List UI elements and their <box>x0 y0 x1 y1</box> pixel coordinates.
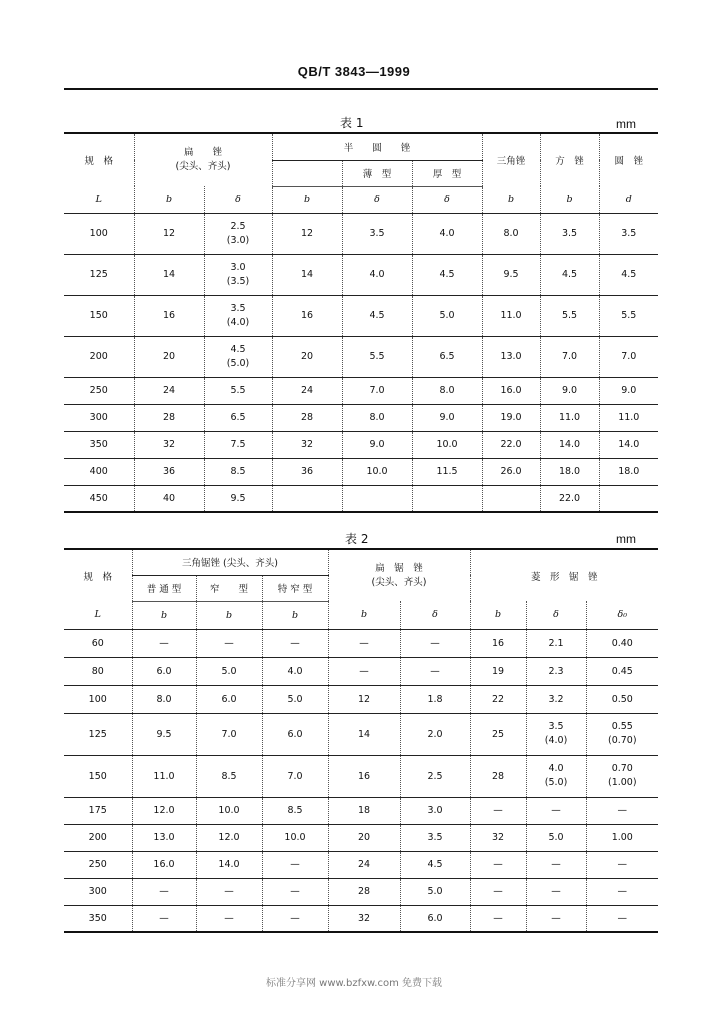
cell-flat-b: 32 <box>134 431 204 458</box>
cell-diamond-delta0: — <box>586 797 658 824</box>
cell-flat-b: 12 <box>134 213 204 254</box>
t1-header-blank <box>272 160 342 186</box>
cell-narrow-b: 14.0 <box>196 851 262 878</box>
cell-half-b: 36 <box>272 458 342 485</box>
cell-diamond-b: — <box>470 905 526 932</box>
t1-symbol: b <box>482 186 540 213</box>
cell-diamond-delta0 <box>586 713 658 755</box>
cell-thick-delta: 11.5 <box>412 458 482 485</box>
cell-diamond-delta-value: 4.0 <box>548 763 564 774</box>
cell-flat-delta: 5.5 <box>204 377 272 404</box>
t2-symbol: δ₀ <box>586 601 658 629</box>
cell-square-b: 5.5 <box>540 295 599 336</box>
cell-triangle-b: 9.5 <box>482 254 540 295</box>
cell-spec: 80 <box>64 657 132 685</box>
cell-diamond-b: — <box>470 851 526 878</box>
cell-normal-b: 6.0 <box>132 657 196 685</box>
cell-flat-delta-alt: (3.5) <box>226 275 250 287</box>
cell-spec: 250 <box>64 851 132 878</box>
cell-diamond-delta0: — <box>586 905 658 932</box>
cell-diamond-delta0: 0.50 <box>586 685 658 713</box>
cell-thick-delta: 5.0 <box>412 295 482 336</box>
cell-diamond-delta-alt: (4.0) <box>544 735 568 746</box>
cell-spec: 250 <box>64 377 134 404</box>
cell-flat-b: 24 <box>134 377 204 404</box>
cell-triangle-b: 16.0 <box>482 377 540 404</box>
cell-extra-narrow-b: 7.0 <box>262 755 328 797</box>
cell-thin-delta: 4.0 <box>342 254 412 295</box>
table-row <box>64 254 658 295</box>
table-row <box>64 485 658 512</box>
cell-diamond-delta <box>526 713 586 755</box>
cell-diamond-delta0: — <box>586 851 658 878</box>
cell-narrow-b: — <box>196 878 262 905</box>
t1-flat-file-sub: (尖头、齐头) <box>175 161 231 172</box>
cell-diamond-delta0: 1.00 <box>586 824 658 851</box>
cell-thick-delta: 8.0 <box>412 377 482 404</box>
t1-header-square: 方 锉 <box>540 133 599 186</box>
cell-flat-delta-alt: (3.0) <box>226 234 250 246</box>
table1-unit: mm <box>616 117 636 131</box>
cell-diamond-b: 22 <box>470 685 526 713</box>
cell-flat-saw-b: 20 <box>328 824 400 851</box>
cell-diamond-b: 19 <box>470 657 526 685</box>
table-row <box>64 797 658 824</box>
cell-round-d <box>599 485 658 512</box>
t2-symbol: δ <box>526 601 586 629</box>
cell-extra-narrow-b: — <box>262 905 328 932</box>
cell-thin-delta: 10.0 <box>342 458 412 485</box>
cell-flat-saw-delta: 1.8 <box>400 685 470 713</box>
t2-symbol: b <box>132 601 196 629</box>
cell-flat-saw-b: — <box>328 629 400 657</box>
t1-header-round: 圆 锉 <box>599 133 658 186</box>
table-row <box>64 657 658 685</box>
cell-normal-b: 13.0 <box>132 824 196 851</box>
table2-unit: mm <box>616 532 636 546</box>
cell-flat-delta <box>204 213 272 254</box>
cell-flat-delta-value: 3.5 <box>230 302 246 314</box>
cell-flat-saw-b: 14 <box>328 713 400 755</box>
cell-flat-saw-delta: 4.5 <box>400 851 470 878</box>
cell-flat-delta-alt: (4.0) <box>226 316 250 328</box>
cell-diamond-delta0-alt: (1.00) <box>607 777 637 788</box>
table-row <box>64 295 658 336</box>
t2-header-normal: 普 通 型 <box>132 575 196 601</box>
t1-symbol: δ <box>204 186 272 213</box>
cell-triangle-b <box>482 485 540 512</box>
cell-spec: 175 <box>64 797 132 824</box>
cell-spec: 125 <box>64 713 132 755</box>
cell-triangle-b: 13.0 <box>482 336 540 377</box>
t2-symbol: L <box>64 601 132 629</box>
cell-round-d: 4.5 <box>599 254 658 295</box>
t2-flat-saw-label: 扁 锯 锉 <box>375 562 423 574</box>
t1-symbol: δ <box>412 186 482 213</box>
cell-flat-delta-value: 3.0 <box>230 261 246 273</box>
cell-round-d: 14.0 <box>599 431 658 458</box>
cell-square-b: 11.0 <box>540 404 599 431</box>
cell-diamond-b: 16 <box>470 629 526 657</box>
table-row <box>64 404 658 431</box>
cell-flat-saw-b: — <box>328 657 400 685</box>
cell-diamond-b: 28 <box>470 755 526 797</box>
header-rule <box>64 88 658 90</box>
table1-caption: 表 1 <box>340 116 364 130</box>
cell-narrow-b: 5.0 <box>196 657 262 685</box>
cell-half-b: 14 <box>272 254 342 295</box>
cell-flat-delta-alt: (5.0) <box>226 357 250 369</box>
cell-diamond-delta-alt: (5.0) <box>544 777 568 788</box>
t2-symbol: b <box>196 601 262 629</box>
table2-caption: 表 2 <box>345 532 369 546</box>
cell-diamond-delta: — <box>526 797 586 824</box>
cell-normal-b: 8.0 <box>132 685 196 713</box>
t1-symbol: b <box>134 186 204 213</box>
t1-symbol: b <box>272 186 342 213</box>
cell-diamond-delta: 2.3 <box>526 657 586 685</box>
cell-diamond-delta: — <box>526 851 586 878</box>
cell-flat-b: 36 <box>134 458 204 485</box>
cell-half-b: 24 <box>272 377 342 404</box>
cell-flat-saw-delta: — <box>400 657 470 685</box>
standard-number: QB/T 3843—1999 <box>297 64 411 79</box>
cell-diamond-delta0: — <box>586 878 658 905</box>
cell-flat-delta-value: 4.5 <box>230 343 246 355</box>
t1-symbol: L <box>64 186 134 213</box>
table-row <box>64 377 658 404</box>
cell-half-b: 20 <box>272 336 342 377</box>
cell-round-d: 9.0 <box>599 377 658 404</box>
cell-spec: 150 <box>64 295 134 336</box>
table2 <box>64 548 658 933</box>
cell-thick-delta: 10.0 <box>412 431 482 458</box>
cell-diamond-delta0: 0.45 <box>586 657 658 685</box>
cell-half-b <box>272 485 342 512</box>
cell-normal-b: — <box>132 629 196 657</box>
t1-symbol: d <box>599 186 658 213</box>
cell-half-b: 28 <box>272 404 342 431</box>
cell-spec: 350 <box>64 431 134 458</box>
footer-watermark: 标准分享网 www.bzfxw.com 免费下载 <box>266 978 442 989</box>
t2-symbol: δ <box>400 601 470 629</box>
cell-round-d: 11.0 <box>599 404 658 431</box>
cell-half-b: 32 <box>272 431 342 458</box>
cell-extra-narrow-b: 8.5 <box>262 797 328 824</box>
cell-thin-delta: 3.5 <box>342 213 412 254</box>
cell-flat-saw-delta: 3.0 <box>400 797 470 824</box>
table-row <box>64 755 658 797</box>
cell-flat-saw-delta: 5.0 <box>400 878 470 905</box>
cell-diamond-delta: 2.1 <box>526 629 586 657</box>
cell-diamond-delta0-alt: (0.70) <box>607 735 637 746</box>
cell-flat-saw-delta: 6.0 <box>400 905 470 932</box>
cell-flat-delta <box>204 254 272 295</box>
cell-square-b: 9.0 <box>540 377 599 404</box>
cell-diamond-delta <box>526 755 586 797</box>
cell-square-b: 4.5 <box>540 254 599 295</box>
cell-flat-delta: 7.5 <box>204 431 272 458</box>
cell-normal-b: 11.0 <box>132 755 196 797</box>
cell-diamond-delta: — <box>526 905 586 932</box>
cell-flat-b: 28 <box>134 404 204 431</box>
cell-thick-delta: 4.0 <box>412 213 482 254</box>
cell-diamond-b: — <box>470 878 526 905</box>
cell-flat-saw-b: 28 <box>328 878 400 905</box>
cell-triangle-b: 19.0 <box>482 404 540 431</box>
cell-square-b: 7.0 <box>540 336 599 377</box>
cell-diamond-delta: — <box>526 878 586 905</box>
t2-header-flat-saw <box>328 549 470 601</box>
cell-flat-b: 14 <box>134 254 204 295</box>
cell-extra-narrow-b: 4.0 <box>262 657 328 685</box>
cell-flat-delta: 9.5 <box>204 485 272 512</box>
cell-narrow-b: — <box>196 905 262 932</box>
table-row <box>64 824 658 851</box>
cell-spec: 400 <box>64 458 134 485</box>
t1-flat-file-label: 扁 锉 <box>184 147 223 158</box>
cell-square-b: 14.0 <box>540 431 599 458</box>
cell-thin-delta: 9.0 <box>342 431 412 458</box>
t1-header-thin: 薄 型 <box>342 160 412 186</box>
cell-flat-delta-value: 2.5 <box>230 220 246 232</box>
table-row <box>64 431 658 458</box>
cell-diamond-delta-value: 3.5 <box>548 721 564 732</box>
cell-spec: 300 <box>64 878 132 905</box>
t1-header-spec: 规 格 <box>64 133 134 186</box>
cell-flat-saw-delta: 2.5 <box>400 755 470 797</box>
cell-diamond-delta: 5.0 <box>526 824 586 851</box>
t2-header-extra-narrow: 特 窄 型 <box>262 575 328 601</box>
t2-header-narrow: 窄 型 <box>196 575 262 601</box>
t2-symbol: b <box>470 601 526 629</box>
cell-thin-delta: 4.5 <box>342 295 412 336</box>
cell-normal-b: 16.0 <box>132 851 196 878</box>
cell-thick-delta <box>412 485 482 512</box>
cell-thin-delta: 8.0 <box>342 404 412 431</box>
cell-square-b: 22.0 <box>540 485 599 512</box>
cell-spec: 350 <box>64 905 132 932</box>
cell-half-b: 12 <box>272 213 342 254</box>
cell-narrow-b: 6.0 <box>196 685 262 713</box>
cell-flat-b: 16 <box>134 295 204 336</box>
cell-round-d: 18.0 <box>599 458 658 485</box>
cell-normal-b: — <box>132 905 196 932</box>
cell-narrow-b: 10.0 <box>196 797 262 824</box>
cell-flat-delta: 6.5 <box>204 404 272 431</box>
cell-diamond-delta0-value: 0.55 <box>611 721 633 732</box>
t1-header-triangle: 三角锉 <box>482 133 540 186</box>
cell-round-d: 3.5 <box>599 213 658 254</box>
table-row <box>64 851 658 878</box>
cell-flat-saw-b: 12 <box>328 685 400 713</box>
t2-header-tri-saw: 三角锯锉 (尖头、齐头) <box>132 549 328 575</box>
cell-diamond-b: 32 <box>470 824 526 851</box>
t1-symbol: δ <box>342 186 412 213</box>
cell-flat-saw-delta: 2.0 <box>400 713 470 755</box>
cell-thick-delta: 6.5 <box>412 336 482 377</box>
cell-diamond-b: — <box>470 797 526 824</box>
cell-flat-delta <box>204 336 272 377</box>
cell-spec: 60 <box>64 629 132 657</box>
cell-thin-delta: 5.5 <box>342 336 412 377</box>
table-row <box>64 213 658 254</box>
cell-flat-saw-b: 24 <box>328 851 400 878</box>
cell-extra-narrow-b: 6.0 <box>262 713 328 755</box>
cell-flat-saw-b: 16 <box>328 755 400 797</box>
cell-extra-narrow-b: — <box>262 851 328 878</box>
cell-narrow-b: 7.0 <box>196 713 262 755</box>
cell-thick-delta: 4.5 <box>412 254 482 295</box>
table-row <box>64 458 658 485</box>
cell-diamond-delta: 3.2 <box>526 685 586 713</box>
cell-spec: 300 <box>64 404 134 431</box>
t1-symbol: b <box>540 186 599 213</box>
cell-thin-delta <box>342 485 412 512</box>
cell-triangle-b: 11.0 <box>482 295 540 336</box>
table-row <box>64 713 658 755</box>
t1-header-flat-file <box>134 133 272 186</box>
cell-extra-narrow-b: 5.0 <box>262 685 328 713</box>
cell-normal-b: — <box>132 878 196 905</box>
cell-normal-b: 12.0 <box>132 797 196 824</box>
cell-diamond-delta0: 0.40 <box>586 629 658 657</box>
cell-flat-delta <box>204 295 272 336</box>
cell-extra-narrow-b: — <box>262 878 328 905</box>
cell-triangle-b: 26.0 <box>482 458 540 485</box>
cell-extra-narrow-b: 10.0 <box>262 824 328 851</box>
cell-flat-saw-b: 18 <box>328 797 400 824</box>
t2-header-spec: 规 格 <box>64 549 132 601</box>
cell-normal-b: 9.5 <box>132 713 196 755</box>
t2-flat-saw-sub: (尖头、齐头) <box>371 576 427 588</box>
table-row <box>64 878 658 905</box>
table-row <box>64 629 658 657</box>
cell-narrow-b: 12.0 <box>196 824 262 851</box>
cell-narrow-b: — <box>196 629 262 657</box>
cell-spec: 450 <box>64 485 134 512</box>
cell-spec: 150 <box>64 755 132 797</box>
cell-spec: 200 <box>64 824 132 851</box>
cell-spec: 200 <box>64 336 134 377</box>
t2-symbol: b <box>328 601 400 629</box>
cell-diamond-delta0 <box>586 755 658 797</box>
cell-triangle-b: 8.0 <box>482 213 540 254</box>
t1-header-thick: 厚 型 <box>412 160 482 186</box>
cell-spec: 125 <box>64 254 134 295</box>
t2-header-diamond: 菱 形 锯 锉 <box>470 549 658 601</box>
cell-round-d: 5.5 <box>599 295 658 336</box>
cell-diamond-b: 25 <box>470 713 526 755</box>
cell-flat-saw-delta: 3.5 <box>400 824 470 851</box>
cell-half-b: 16 <box>272 295 342 336</box>
table-row <box>64 685 658 713</box>
table1 <box>64 132 658 513</box>
cell-flat-delta: 8.5 <box>204 458 272 485</box>
t2-symbol: b <box>262 601 328 629</box>
cell-flat-saw-b: 32 <box>328 905 400 932</box>
cell-flat-b: 20 <box>134 336 204 377</box>
t1-header-half-round: 半 圆 锉 <box>272 133 482 160</box>
cell-round-d: 7.0 <box>599 336 658 377</box>
cell-thin-delta: 7.0 <box>342 377 412 404</box>
cell-diamond-delta0-value: 0.70 <box>611 763 633 774</box>
cell-flat-saw-delta: — <box>400 629 470 657</box>
cell-thick-delta: 9.0 <box>412 404 482 431</box>
cell-square-b: 3.5 <box>540 213 599 254</box>
cell-extra-narrow-b: — <box>262 629 328 657</box>
cell-square-b: 18.0 <box>540 458 599 485</box>
cell-triangle-b: 22.0 <box>482 431 540 458</box>
cell-narrow-b: 8.5 <box>196 755 262 797</box>
table-row <box>64 905 658 932</box>
cell-flat-b: 40 <box>134 485 204 512</box>
cell-spec: 100 <box>64 213 134 254</box>
table-row <box>64 336 658 377</box>
cell-spec: 100 <box>64 685 132 713</box>
